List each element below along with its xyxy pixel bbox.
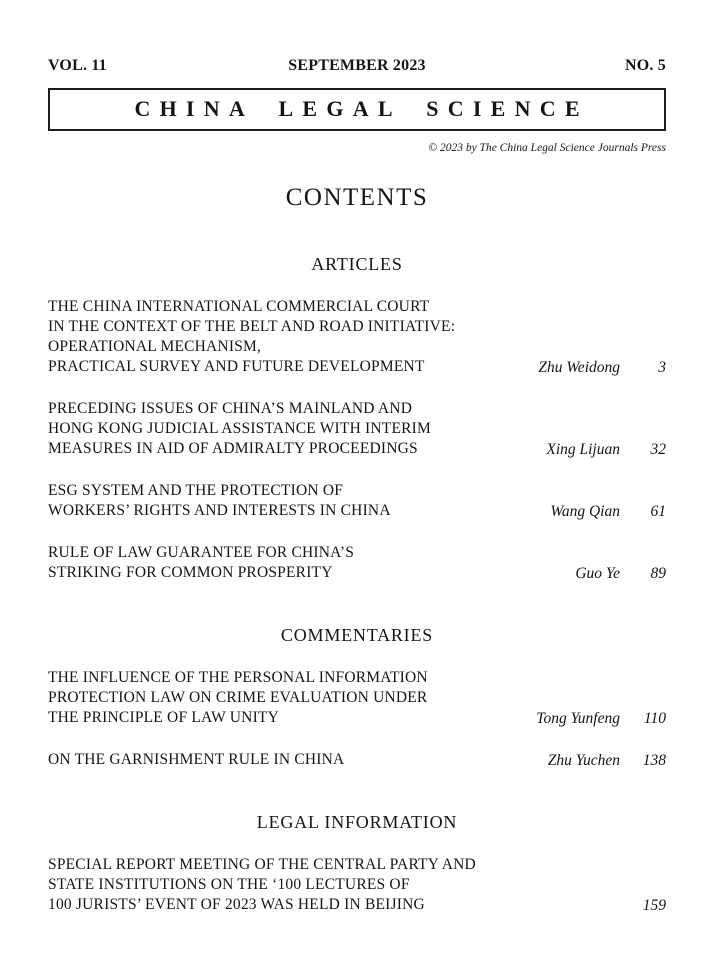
entry-title-line: PRECEDING ISSUES OF CHINA’S MAINLAND AND bbox=[48, 400, 413, 417]
entry-title-line: PROTECTION LAW ON CRIME EVALUATION UNDER bbox=[48, 689, 428, 706]
entry-title-line: THE PRINCIPLE OF LAW UNITY bbox=[48, 709, 279, 726]
toc-entry bbox=[48, 750, 666, 770]
toc-entry bbox=[48, 543, 666, 583]
entry-author: Guo Ye bbox=[575, 565, 620, 582]
entry-title-line: HONG KONG JUDICIAL ASSISTANCE WITH INTERIM bbox=[48, 420, 432, 437]
journal-title: CHINA LEGAL SCIENCE bbox=[134, 96, 589, 121]
entry-title-line: WORKERS’ RIGHTS AND INTERESTS IN CHINA bbox=[48, 502, 391, 519]
masthead bbox=[48, 56, 666, 75]
entry-title-line: IN THE CONTEXT OF THE BELT AND ROAD INITIATIVE: bbox=[48, 318, 456, 335]
entry-title-line: ESG SYSTEM AND THE PROTECTION OF bbox=[48, 482, 344, 499]
entry-reference bbox=[620, 896, 666, 916]
entry-title-line: ON THE GARNISHMENT RULE IN CHINA bbox=[48, 751, 345, 768]
issue-date: SEPTEMBER 2023 bbox=[288, 57, 426, 74]
entry-author: Xing Lijuan bbox=[546, 441, 620, 458]
toc-section bbox=[48, 625, 666, 770]
toc-entry bbox=[48, 399, 666, 459]
entry-title-line: STRIKING FOR COMMON PROSPERITY bbox=[48, 564, 333, 581]
entry-reference bbox=[550, 502, 666, 522]
entry-author: Zhu Weidong bbox=[538, 359, 620, 376]
entry-page-number: 61 bbox=[650, 503, 666, 520]
toc-section bbox=[48, 254, 666, 583]
toc-entry bbox=[48, 481, 666, 521]
entry-page-number: 3 bbox=[658, 359, 666, 376]
entry-title-line: OPERATIONAL MECHANISM, bbox=[48, 338, 262, 355]
entry-page-number: 89 bbox=[650, 565, 666, 582]
entry-reference bbox=[536, 709, 666, 729]
section-heading: LEGAL INFORMATION bbox=[256, 812, 458, 832]
volume-label: VOL. 11 bbox=[48, 57, 107, 74]
entry-title-line: STATE INSTITUTIONS ON THE ‘100 LECTURES OF bbox=[48, 876, 410, 893]
entry-author: Wang Qian bbox=[550, 503, 620, 520]
entry-reference bbox=[546, 440, 666, 460]
entry-page-number: 159 bbox=[642, 897, 666, 914]
entry-reference bbox=[538, 358, 666, 378]
entry-title-line: PRACTICAL SURVEY AND FUTURE DEVELOPMENT bbox=[48, 358, 425, 375]
entry-reference bbox=[548, 751, 666, 771]
section-heading: COMMENTARIES bbox=[280, 625, 434, 645]
entry-title-line: THE INFLUENCE OF THE PERSONAL INFORMATION bbox=[48, 669, 428, 686]
section-heading: ARTICLES bbox=[311, 254, 403, 274]
entry-title-line: SPECIAL REPORT MEETING OF THE CENTRAL PARTY AND bbox=[48, 856, 476, 873]
toc-entry bbox=[48, 668, 666, 728]
entry-title-line: 100 JURISTS’ EVENT OF 2023 WAS HELD IN BEIJING bbox=[48, 896, 425, 913]
issue-number: NO. 5 bbox=[625, 57, 666, 74]
entry-author: Tong Yunfeng bbox=[536, 710, 620, 727]
entry-reference bbox=[575, 564, 666, 584]
entry-title-line: RULE OF LAW GUARANTEE FOR CHINA’S bbox=[48, 544, 355, 561]
entry-author: Zhu Yuchen bbox=[547, 752, 620, 769]
copyright-line: © 2023 by The China Legal Science Journals Press bbox=[428, 142, 666, 154]
toc-entry bbox=[48, 297, 666, 377]
toc-section bbox=[48, 812, 666, 915]
entry-title-line: MEASURES IN AID OF ADMIRALTY PROCEEDINGS bbox=[48, 440, 418, 457]
entry-page-number: 138 bbox=[642, 752, 666, 769]
contents-title: CONTENTS bbox=[285, 184, 429, 211]
entry-page-number: 32 bbox=[650, 441, 666, 458]
toc-entry bbox=[48, 855, 666, 915]
entry-title-line: THE CHINA INTERNATIONAL COMMERCIAL COURT bbox=[48, 298, 430, 315]
entry-title bbox=[48, 855, 666, 915]
entry-title bbox=[48, 543, 666, 583]
journal-title-box bbox=[48, 88, 666, 131]
contents-list bbox=[48, 254, 666, 915]
entry-page-number: 110 bbox=[643, 710, 666, 727]
